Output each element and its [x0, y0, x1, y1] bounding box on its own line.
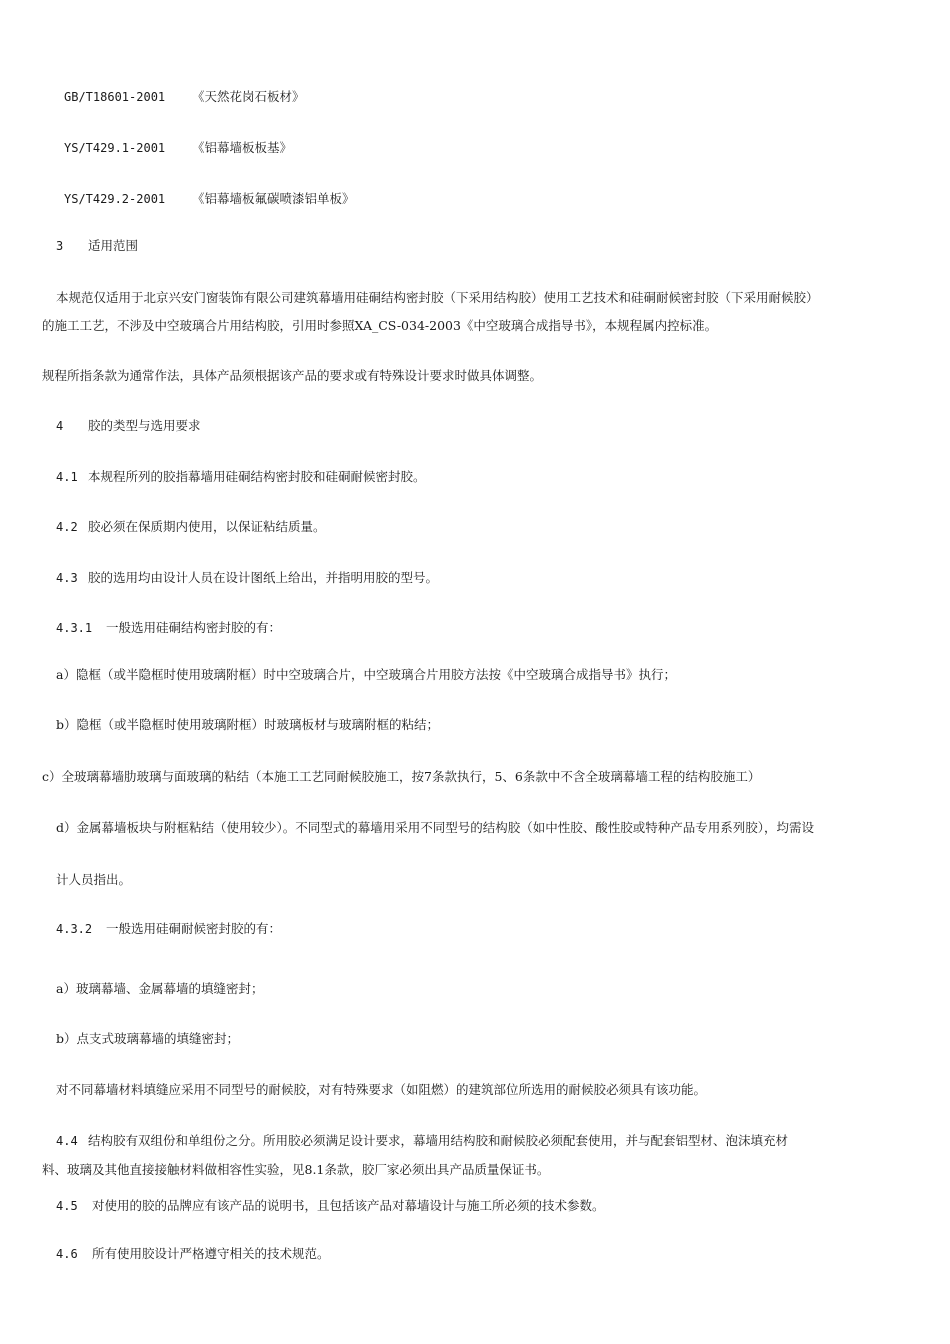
- section-number: 3: [56, 239, 64, 253]
- section-title: 胶的类型与选用要求: [88, 418, 201, 433]
- clause: [56, 921, 281, 937]
- clause-number: 4.3.2: [56, 922, 93, 936]
- clause-number: 4.5: [56, 1199, 78, 1213]
- standard-row: [64, 89, 305, 105]
- clause-text: 本规程所列的胶指幕墙用硅硐结构密封胶和硅硐耐候密封胶。: [88, 469, 426, 484]
- clause-continuation: 料、玻璃及其他直接接触材料做相容性实验，见8.1条款，胶厂家必须出具产品质量保证书。: [42, 1162, 550, 1177]
- section-heading: [56, 238, 138, 254]
- clause: [56, 1133, 788, 1149]
- clause-text: 一般选用硅硐耐候密封胶的有：: [106, 921, 282, 936]
- list-item: b）点支式玻璃幕墙的填缝密封；: [56, 1031, 240, 1046]
- clause-text: 结构胶有双组份和单组份之分。所用胶必须满足设计要求，幕墙用结构胶和耐候胶必须配套使用，并与配套铝型材、泡沫填充材: [88, 1133, 789, 1148]
- standard-title: 《铝幕墙板板基》: [192, 140, 293, 155]
- standard-row: [64, 140, 292, 156]
- standard-row: [64, 191, 355, 207]
- paragraph-line: 本规范仅适用于北京兴安门窗装饰有限公司建筑幕墙用硅硐结构密封胶（下采用结构胶）使用工艺技术和硅硐耐候密封胶（下采用耐候胶）: [56, 290, 819, 305]
- clause-number: 4.1: [56, 470, 78, 484]
- clause-text: 对使用的胶的品牌应有该产品的说明书，且包括该产品对幕墙设计与施工所必须的技术参数。: [92, 1198, 605, 1213]
- list-item: a）玻璃幕墙、金属幕墙的填缝密封；: [56, 981, 264, 996]
- clause-number: 4.2: [56, 520, 78, 534]
- clause: [56, 1246, 330, 1262]
- standard-code: YS/T429.1-2001: [64, 141, 166, 155]
- clause-text: 胶必须在保质期内使用，以保证粘结质量。: [88, 519, 326, 534]
- note: 对不同幕墙材料填缝应采用不同型号的耐候胶，对有特殊要求（如阻燃）的建筑部位所选用的耐候胶必须具有该功能。: [56, 1082, 707, 1097]
- list-item: d）金属幕墙板块与附框粘结（使用较少）。不同型式的幕墙用采用不同型号的结构胶（如中性胶、酸性胶或特种产品专用系列胶），均需设: [56, 820, 815, 835]
- list-item: c）全玻璃幕墙肋玻璃与面玻璃的粘结（本施工工艺同耐候胶施工，按7条款执行，5、6条款中不含全玻璃幕墙工程的结构胶施工）: [42, 769, 761, 784]
- paragraph-line: 的施工工艺，不涉及中空玻璃合片用结构胶，引用时参照XA_CS-034-2003《中空玻璃合成指导书》，本规程属内控标准。: [42, 318, 718, 333]
- section-number: 4: [56, 419, 64, 433]
- standard-title: 《铝幕墙板氟碳喷漆铝单板》: [192, 191, 355, 206]
- clause: [56, 620, 281, 636]
- standard-code: GB/T18601-2001: [64, 90, 166, 104]
- paragraph: 规程所指条款为通常作法，具体产品须根据该产品的要求或有特殊设计要求时做具体调整。: [42, 368, 543, 383]
- section-title: 适用范围: [88, 238, 139, 253]
- list-item: b）隐框（或半隐框时使用玻璃附框）时玻璃板材与玻璃附框的粘结；: [56, 717, 440, 732]
- clause-text: 胶的选用均由设计人员在设计图纸上给出，并指明用胶的型号。: [88, 570, 439, 585]
- clause-text: 一般选用硅硐结构密封胶的有：: [106, 620, 282, 635]
- clause: [56, 570, 438, 586]
- clause-number: 4.3.1: [56, 621, 93, 635]
- clause: [56, 1198, 605, 1214]
- clause: [56, 519, 326, 535]
- clause: [56, 469, 426, 485]
- standard-code: YS/T429.2-2001: [64, 192, 166, 206]
- clause-number: 4.3: [56, 571, 78, 585]
- clause-number: 4.4: [56, 1134, 78, 1148]
- list-item: a）隐框（或半隐框时使用玻璃附框）时中空玻璃合片，中空玻璃合片用胶方法按《中空玻璃合成指导书》执行；: [56, 667, 676, 682]
- section-heading: [56, 418, 201, 434]
- clause-number: 4.6: [56, 1247, 78, 1261]
- clause-text: 所有使用胶设计严格遵守相关的技术规范。: [92, 1246, 330, 1261]
- standard-title: 《天然花岗石板材》: [192, 89, 305, 104]
- list-item-continuation: 计人员指出。: [56, 872, 132, 887]
